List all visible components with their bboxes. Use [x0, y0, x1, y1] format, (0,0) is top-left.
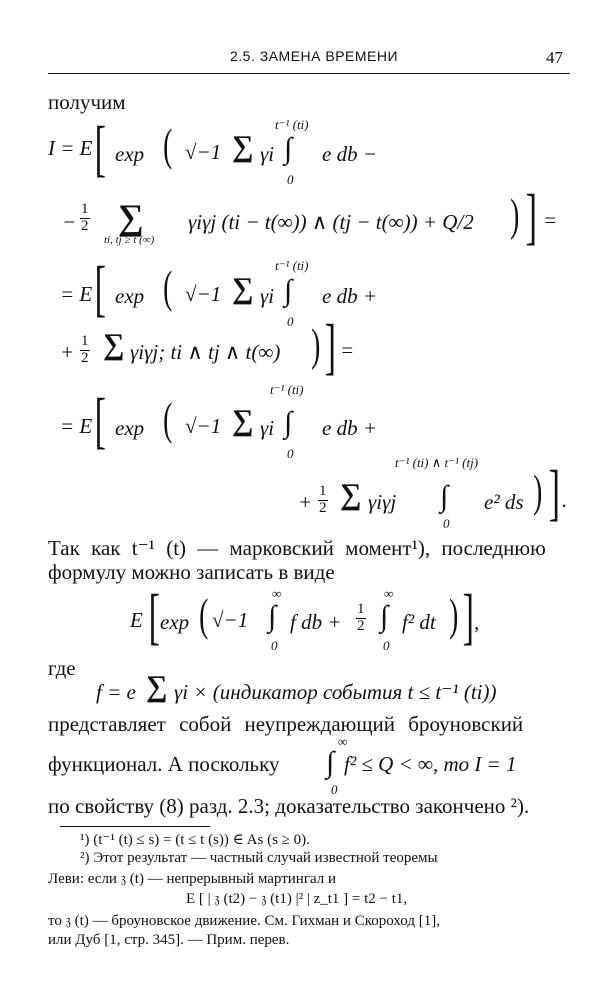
- eq7-integral2-icon: ∫: [380, 600, 389, 633]
- footnote-1: ¹) (t⁻¹ (t) ≤ s) = (t ≤ t (s)) ∈ As (s ≥ 0).: [80, 832, 310, 848]
- eq4-sum-icon: ∑: [103, 328, 125, 361]
- eq8-lhs: f = e: [96, 680, 136, 704]
- intro-text: получим: [48, 90, 126, 114]
- eq5-gamma: γi: [260, 416, 275, 440]
- eq5-lower: 0: [287, 446, 294, 461]
- eq1-sum-icon: ∑: [232, 130, 254, 163]
- eq7-lower2: 0: [383, 638, 390, 653]
- eq4-half: [80, 334, 90, 367]
- eq1-integral-icon: ∫: [284, 132, 293, 165]
- para1-line2: формулу можно записать в виде: [48, 560, 335, 584]
- eq6-half-denominator: 2: [319, 499, 327, 516]
- eq7-lhs: E: [130, 608, 143, 632]
- eq4-equals: =: [340, 338, 355, 362]
- eq4-bracket: ]: [324, 313, 337, 381]
- eq3-sqrt: √−1: [185, 282, 222, 306]
- eq7-half-denominator: 2: [357, 617, 365, 634]
- eq2-half-numerator: 1: [81, 201, 89, 217]
- eq1-upper: t⁻¹ (ti): [275, 117, 309, 132]
- eq7-bracket-close: ]: [462, 583, 475, 651]
- eq1-exp: exp: [115, 142, 145, 166]
- eq2-sub: ti, tj ≥ t (∞): [104, 234, 155, 246]
- where-text: где: [48, 656, 76, 680]
- footnote-2-line4: то 𝔷 (t) — броуновское движение. См. Гихман и Скороход [1],: [48, 913, 440, 929]
- eq2-equals: =: [543, 208, 558, 232]
- eq5-bracket: [: [94, 387, 107, 455]
- eq5-sum-icon: ∑: [232, 404, 254, 437]
- eq7-sqrt: √−1: [212, 608, 249, 632]
- eq1-bracket: [: [94, 115, 107, 183]
- eq6-paren: ): [533, 465, 543, 516]
- eq4-half-numerator: 1: [81, 333, 89, 349]
- para2-line2a: функционал. А поскольку: [48, 752, 280, 776]
- footnote-rule: [60, 826, 210, 827]
- eq3-upper: t⁻¹ (ti): [275, 258, 309, 273]
- eq3-bracket: [: [94, 255, 107, 323]
- eq6-lower: 0: [443, 516, 450, 531]
- eq6-half: [318, 484, 328, 517]
- eq2-minus: −: [62, 210, 77, 234]
- footnote-2-line5: или Дуб [1, стр. 345]. — Прим. перев.: [48, 932, 290, 948]
- para2-line1: представляет собой неупреждающий броуновский: [48, 712, 524, 736]
- eq5-lhs: = E: [60, 414, 93, 438]
- eq7-upper1: ∞: [272, 586, 282, 601]
- eq1-lhs: I = E: [48, 136, 93, 160]
- para1-line1: Так как t⁻¹ (t) — марковский момент¹), последнюю: [48, 536, 546, 560]
- eq7-mid: f db +: [290, 610, 342, 634]
- footnote-2-line3: E [ | 𝔷 (t2) − 𝔷 (t1) |² | z_t1 ] = t2 − t1,: [186, 891, 408, 907]
- eq7-half-numerator: 1: [357, 601, 365, 617]
- footnote-2-line1: ²) Этот результат — частный случай известной теоремы: [80, 850, 438, 866]
- eq7-bracket-open: [: [148, 583, 161, 651]
- eq3-integrand: e db +: [322, 284, 377, 308]
- eq6-upper: t⁻¹ (ti) ∧ t⁻¹ (tj): [395, 455, 479, 470]
- eq4-body: γiγj; ti ∧ tj ∧ t(∞): [130, 340, 281, 364]
- para2-integral-icon: ∫: [326, 746, 335, 779]
- eq6-integral-icon: ∫: [440, 480, 449, 513]
- eq4-paren: ): [311, 319, 321, 370]
- eq1-sqrt: √−1: [185, 140, 222, 164]
- para2-upper: ∞: [338, 734, 348, 749]
- eq8-rest: γi × (индикатор события t ≤ t⁻¹ (ti)): [174, 680, 497, 704]
- eq7-upper2: ∞: [384, 586, 394, 601]
- eq3-lower: 0: [287, 314, 294, 329]
- eq5-integral-icon: ∫: [284, 406, 293, 439]
- para2-line2b: f² ≤ Q < ∞, то I = 1: [344, 752, 517, 776]
- eq8-sum-icon: ∑: [146, 670, 168, 703]
- eq7-paren-close: ): [449, 589, 459, 640]
- eq6-sum-icon: ∑: [340, 478, 362, 511]
- eq7-half: [356, 602, 366, 635]
- eq5-integrand: e db +: [322, 416, 377, 440]
- eq7-integrand2: f² dt: [402, 610, 436, 634]
- header-rule: [48, 73, 570, 74]
- eq1-paren: (: [163, 119, 173, 170]
- eq4-half-denominator: 2: [81, 349, 89, 366]
- eq5-paren: (: [163, 393, 173, 444]
- eq6-integrand: e² ds: [484, 490, 524, 514]
- eq5-exp: exp: [115, 416, 145, 440]
- footnote-2-line2: Леви: если 𝔷 (t) — непрерывный мартингал и: [48, 871, 337, 887]
- eq1-lower: 0: [287, 172, 294, 187]
- eq2-body: γiγj (ti − t(∞)) ∧ (tj − t(∞)) + Q/2: [188, 210, 474, 234]
- eq1-integrand: e db −: [322, 142, 377, 166]
- eq6-period: .: [562, 488, 568, 512]
- eq7-comma: ,: [474, 610, 480, 634]
- eq7-paren-open: (: [199, 589, 209, 640]
- eq2-half: [80, 202, 90, 235]
- eq5-upper: t⁻¹ (ti): [270, 382, 304, 397]
- para2-line3: по свойству (8) разд. 2.3; доказательство закончено ²).: [48, 794, 530, 818]
- running-header: 2.5. ЗАМЕНА ВРЕМЕНИ: [230, 48, 399, 64]
- eq6-bracket: ]: [548, 459, 561, 527]
- eq6-half-numerator: 1: [319, 483, 327, 499]
- eq6-gamma: γiγj: [368, 490, 397, 514]
- eq4-plus: +: [60, 340, 75, 364]
- eq2-bracket: ]: [525, 183, 538, 251]
- eq3-integral-icon: ∫: [284, 274, 293, 307]
- eq2-paren: ): [510, 189, 520, 240]
- eq2-sum-icon: ∑: [118, 197, 144, 237]
- eq7-lower1: 0: [271, 638, 278, 653]
- eq3-exp: exp: [115, 284, 145, 308]
- eq7-integral1-icon: ∫: [268, 600, 277, 633]
- eq7-exp: exp: [160, 610, 190, 634]
- eq6-plus: +: [298, 490, 313, 514]
- eq5-sqrt: √−1: [185, 414, 222, 438]
- page-number: 47: [546, 48, 563, 67]
- eq3-lhs: = E: [60, 282, 93, 306]
- eq1-gamma: γi: [260, 142, 275, 166]
- para2-lower: 0: [331, 782, 338, 797]
- eq3-paren: (: [163, 261, 173, 312]
- eq2-half-denominator: 2: [81, 217, 89, 234]
- eq3-sum-icon: ∑: [232, 272, 254, 305]
- eq3-gamma: γi: [260, 284, 275, 308]
